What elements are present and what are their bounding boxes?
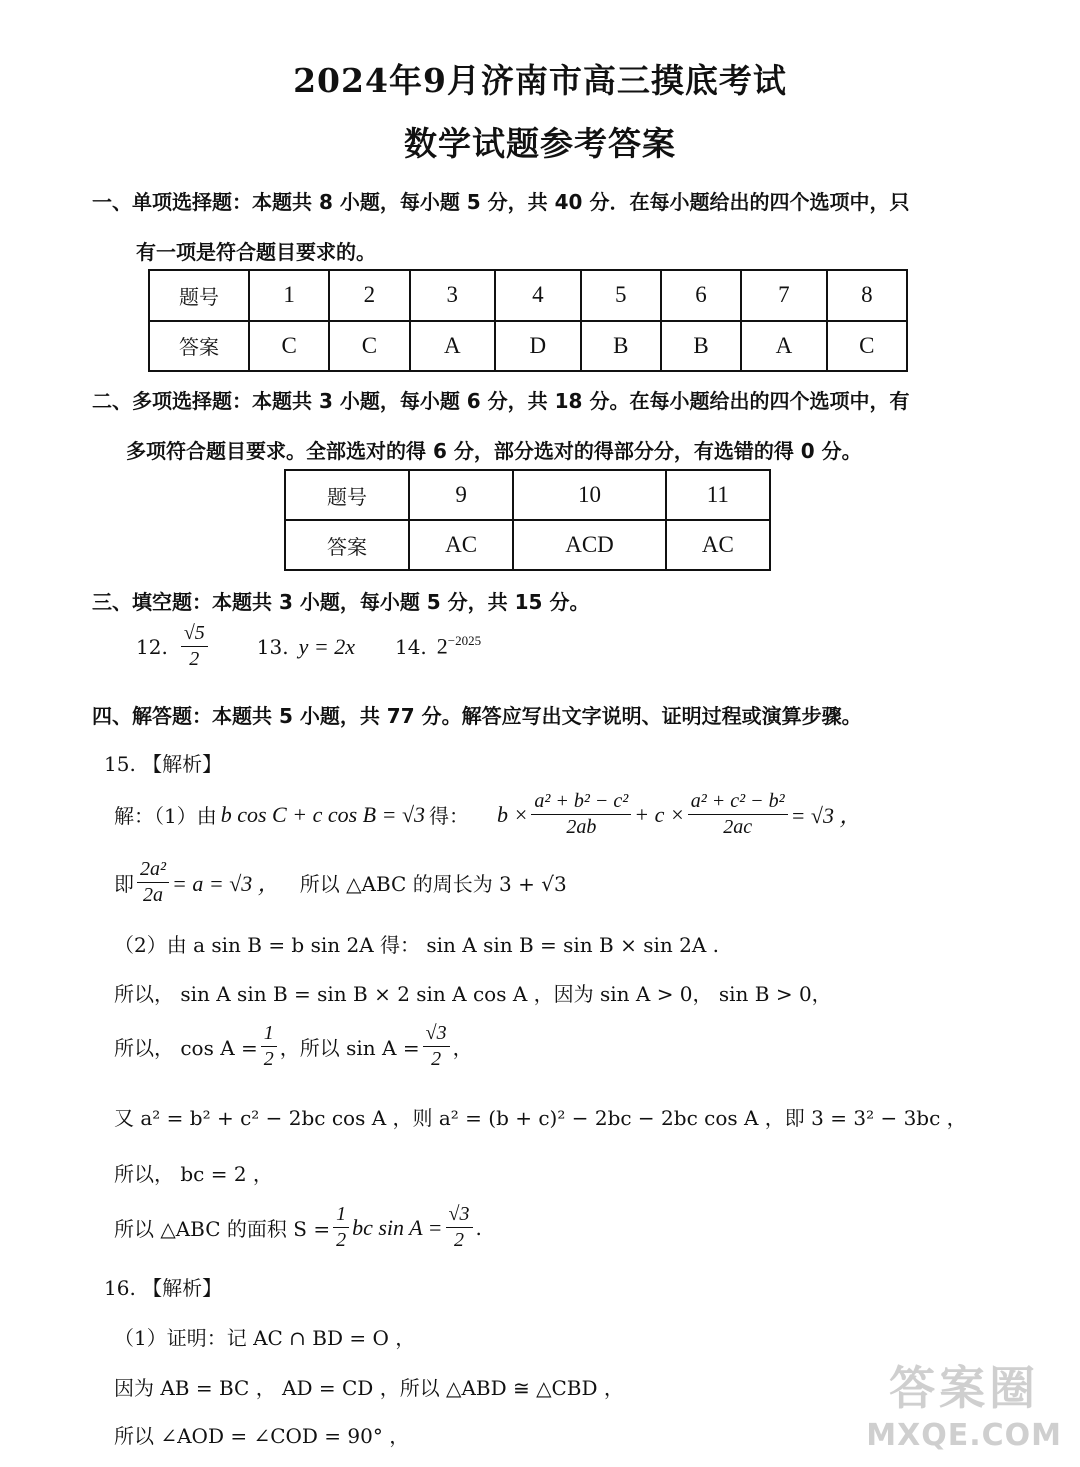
q15-fraction xyxy=(333,1203,349,1252)
fraction-numerator: 1 xyxy=(333,1203,349,1228)
q15-fraction xyxy=(688,790,788,839)
table-row xyxy=(149,270,907,321)
q15-text: 所以 △ABC 的面积 S = xyxy=(114,1217,331,1241)
table-cell: C xyxy=(329,321,409,372)
table-cell: 答案 xyxy=(149,321,249,372)
multiple-choice-answer-table xyxy=(284,469,771,571)
table-cell: D xyxy=(495,321,581,372)
q15-formula: bc sin A = xyxy=(352,1214,443,1240)
title-line1: 2024年9月济南市高三摸底考试 xyxy=(293,61,787,100)
q12-answer xyxy=(181,622,208,671)
fraction-numerator: √5 xyxy=(181,622,208,647)
q15-formula: = a = √3 ， xyxy=(172,871,280,896)
q15-formula: + c × xyxy=(634,801,685,827)
table-row xyxy=(149,321,907,372)
table-cell: 3 xyxy=(410,270,496,321)
title-line2: 数学试题参考答案 xyxy=(404,124,676,163)
fraction-numerator: a² + b² − c² xyxy=(531,790,631,815)
fraction-numerator: 1 xyxy=(261,1022,277,1047)
table-cell: 9 xyxy=(409,470,513,520)
table-cell: 6 xyxy=(661,270,741,321)
fraction-numerator: 2a² xyxy=(137,858,169,883)
table-cell: 1 xyxy=(249,270,329,321)
table-cell: 2 xyxy=(329,270,409,321)
q15-fraction xyxy=(531,790,631,839)
table-cell: ACD xyxy=(513,520,665,570)
section2-header: 二、多项选择题：本题共 3 小题，每小题 6 分，共 18 分。在每小题给出的四个选项中，有 xyxy=(92,389,910,413)
q15-text: ，所以 sin A = xyxy=(279,1036,420,1060)
fraction-denominator: 2 xyxy=(263,1048,274,1070)
q14-base: 2 xyxy=(436,633,448,659)
table-cell: 答案 xyxy=(285,520,409,570)
fraction-denominator: 2 xyxy=(431,1048,442,1070)
q14-answer xyxy=(437,633,481,659)
q14-label: 14. xyxy=(394,634,427,659)
watermark-logo-text: 答案圈 xyxy=(889,1361,1040,1415)
fraction-numerator: √3 xyxy=(446,1203,473,1228)
q15-line1 xyxy=(114,790,862,839)
q15-text: 即 xyxy=(114,872,134,896)
fraction-denominator: 2ac xyxy=(723,816,753,838)
q15-formula: = √3 ， xyxy=(790,803,862,828)
table-cell: A xyxy=(410,321,496,372)
q15-text: 解：（1）由 xyxy=(114,804,217,828)
q16-title: 16. 【解析】 xyxy=(104,1276,223,1300)
fraction-numerator: a² + c² − b² xyxy=(688,790,788,815)
table-cell: 7 xyxy=(741,270,827,321)
single-choice-answer-table xyxy=(148,269,908,372)
table-cell: 5 xyxy=(581,270,661,321)
q12-label: 12. xyxy=(136,634,168,659)
table-cell: 题号 xyxy=(285,470,409,520)
q15-text: 所以， cos A = xyxy=(114,1036,258,1060)
fraction-denominator: 2a xyxy=(143,884,163,906)
q15-line2 xyxy=(114,858,567,907)
q15-formula: b × xyxy=(497,801,529,827)
fill-in-answers xyxy=(136,622,481,671)
q15-fraction xyxy=(137,858,169,907)
site-watermark xyxy=(866,1352,1062,1453)
fraction-denominator: 2 xyxy=(336,1229,347,1251)
section1-header: 一、单项选择题：本题共 8 小题，每小题 5 分，共 40 分．在每小题给出的四个选项中，只 xyxy=(92,190,910,214)
fraction-denominator: 2 xyxy=(189,648,200,670)
q15-fraction xyxy=(446,1203,473,1252)
q16-line3: 所以 ∠AOD = ∠COD = 90° ， xyxy=(114,1424,410,1448)
section3-header: 三、填空题：本题共 3 小题，每小题 5 分，共 15 分。 xyxy=(92,590,590,614)
q15-line6: 又 a² = b² + c² − 2bc cos A ，则 a² = (b + c)² − 2bc − 2bc cos A ，即 3 = 3² − 3bc ， xyxy=(114,1106,967,1130)
q15-text: . xyxy=(475,1215,482,1240)
q16-line2: 因为 AB = BC ， AD = CD ，所以 △ABD ≅ △CBD ， xyxy=(114,1376,624,1400)
fraction-denominator: 2ab xyxy=(566,816,597,838)
q15-text: 得： xyxy=(429,804,470,828)
table-cell: AC xyxy=(409,520,513,570)
table-cell: 8 xyxy=(827,270,907,321)
table-cell: 11 xyxy=(666,470,770,520)
q15-text: ， xyxy=(452,1036,473,1060)
q14-exponent: −2025 xyxy=(447,633,482,649)
fraction-numerator: √3 xyxy=(423,1022,450,1047)
table-cell: B xyxy=(581,321,661,372)
q13-answer: y = 2x xyxy=(298,633,355,659)
table-row xyxy=(285,470,770,520)
q15-line3: （2）由 a sin B = b sin 2A 得： sin A sin B = sin B × sin 2A . xyxy=(114,933,719,957)
q15-line4: 所以， sin A sin B = sin B × 2 sin A cos A ，因为 sin A > 0， sin B > 0， xyxy=(114,982,832,1006)
q15-fraction xyxy=(261,1022,277,1071)
section2-header-cont: 多项符合题目要求。全部选对的得 6 分，部分选对的得部分分，有选错的得 0 分。 xyxy=(126,439,862,463)
q15-line5 xyxy=(114,1022,473,1071)
q13-label: 13. xyxy=(256,634,289,659)
table-cell: 题号 xyxy=(149,270,249,321)
section1-header-cont: 有一项是符合题目要求的。 xyxy=(136,240,376,264)
q15-text: 所以 △ABC 的周长为 3 + √3 xyxy=(299,872,567,896)
table-cell: C xyxy=(249,321,329,372)
q16-line1: （1）证明：记 AC ∩ BD = O ， xyxy=(114,1326,416,1350)
section4-header: 四、解答题：本题共 5 小题，共 77 分。解答应写出文字说明、证明过程或演算步骤。 xyxy=(92,704,862,728)
watermark-url-text: MXQE.COM xyxy=(866,1418,1062,1453)
q15-fraction xyxy=(423,1022,450,1071)
table-cell: 10 xyxy=(513,470,665,520)
q15-line7: 所以， bc = 2 ， xyxy=(114,1162,273,1186)
table-row xyxy=(285,520,770,570)
q15-formula: b cos C + c cos B = √3 xyxy=(220,801,426,827)
q15-line8 xyxy=(114,1203,482,1252)
table-cell: A xyxy=(741,321,827,372)
table-cell: AC xyxy=(666,520,770,570)
table-cell: 4 xyxy=(495,270,581,321)
table-cell: B xyxy=(661,321,741,372)
q15-title: 15. 【解析】 xyxy=(104,752,223,776)
table-cell: C xyxy=(827,321,907,372)
fraction-denominator: 2 xyxy=(454,1229,465,1251)
